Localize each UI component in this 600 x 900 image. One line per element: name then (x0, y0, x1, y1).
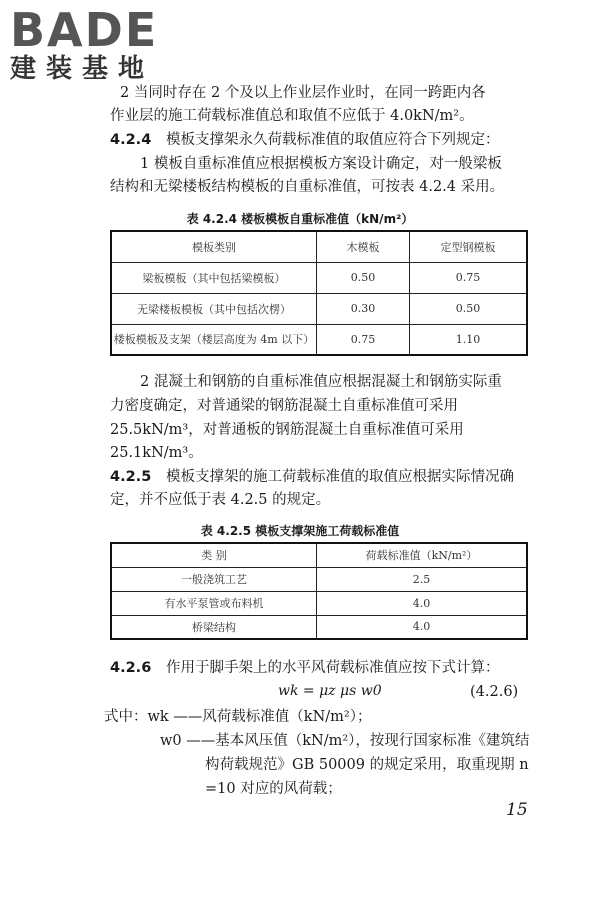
formula-number: (4.2.6) (470, 684, 519, 700)
table-cell: 无梁楼板模板（其中包括次楞） (111, 293, 317, 324)
table-cell: 0.50 (410, 293, 528, 324)
table-cell: 1.10 (410, 324, 528, 355)
logo-sub: 建装基地 (10, 54, 155, 84)
section-4-2-4-number: 4.2.4 (110, 132, 152, 148)
item-1-line-2: 结构和无梁楼板结构模板的自重标准值，可按表 4.2.4 采用。 (110, 179, 505, 195)
table-1-header-cell: 定型钢模板 (410, 231, 528, 262)
table-1-header-cell: 模板类别 (111, 231, 317, 262)
where-line-1: 式中：wk ——风荷载标准值（kN/m²）； (104, 709, 372, 725)
table-cell: 0.30 (317, 293, 410, 324)
table-cell: 一般浇筑工艺 (111, 567, 317, 591)
section-4-2-5-number: 4.2.5 (110, 469, 152, 485)
table-row (111, 324, 527, 355)
table-row (111, 293, 527, 324)
para-1-line-2: 作业层的施工荷载标准值总和取值不应低于 4.0kN/m²。 (110, 108, 474, 124)
table-row (111, 262, 527, 293)
item-2-line-3: 25.5kN/m³，对普通板的钢筋混凝土自重标准值可采用 (110, 422, 464, 438)
item-2-line-1: 2 混凝土和钢筋的自重标准值应根据混凝土和钢筋实际重 (140, 374, 502, 390)
table-cell: 0.75 (317, 324, 410, 355)
where-line-3: 构荷载规范》GB 50009 的规定采用，取重现期 n (205, 757, 529, 773)
table-2-caption: 表 4.2.5 模板支撑架施工荷载标准值 (200, 524, 400, 538)
table-cell: 有水平泵管或布料机 (111, 591, 317, 615)
table-1-caption: 表 4.2.4 楼板模板自重标准值（kN/m²） (186, 212, 414, 226)
table-row (111, 567, 527, 591)
table-cell: 梁板模板（其中包括梁模板） (111, 262, 317, 293)
item-1-line-1: 1 模板自重标准值应根据模板方案设计确定，对一般梁板 (140, 156, 502, 172)
section-4-2-5-line-1: 模板支撑架的施工荷载标准值的取值应根据实际情况确 (166, 469, 514, 485)
table-row (111, 615, 527, 639)
table-2-header-cell: 荷载标准值（kN/m²） (317, 543, 528, 567)
item-2-line-2: 力密度确定，对普通梁的钢筋混凝土自重标准值可采用 (110, 398, 458, 414)
section-4-2-6-number: 4.2.6 (110, 660, 152, 676)
table-1-header-row (111, 231, 527, 262)
table-cell: 4.0 (317, 591, 528, 615)
table-row (111, 591, 527, 615)
table-cell: 0.75 (410, 262, 528, 293)
page-number: 15 (506, 800, 528, 820)
section-4-2-5-line-2: 定，并不应低于表 4.2.5 的规定。 (110, 492, 331, 508)
formula: wk = μz μs w0 (278, 683, 382, 699)
para-1-line-1: 2 当同时存在 2 个及以上作业层作业时，在同一跨距内各 (120, 85, 486, 101)
table-cell: 2.5 (317, 567, 528, 591)
section-4-2-6-text: 作用于脚手架上的水平风荷载标准值应按下式计算： (166, 660, 500, 676)
table-2 (110, 542, 528, 640)
section-4-2-4-text: 模板支撑架永久荷载标准值的取值应符合下列规定： (166, 132, 500, 148)
table-cell: 桥梁结构 (111, 615, 317, 639)
logo (10, 3, 159, 84)
table-1-header-cell: 木模板 (317, 231, 410, 262)
item-2-line-4: 25.1kN/m³。 (110, 445, 203, 461)
logo-main: BADE (10, 3, 159, 57)
table-cell: 4.0 (317, 615, 528, 639)
table-cell: 楼板模板及支架（楼层高度为 4m 以下） (111, 324, 317, 355)
table-1 (110, 230, 528, 356)
table-2-header-cell: 类 别 (111, 543, 317, 567)
table-2-header-row (111, 543, 527, 567)
where-line-4: =10 对应的风荷载； (205, 781, 342, 797)
table-cell: 0.50 (317, 262, 410, 293)
where-line-2: w0 ——基本风压值（kN/m²），按现行国家标准《建筑结 (160, 733, 530, 749)
